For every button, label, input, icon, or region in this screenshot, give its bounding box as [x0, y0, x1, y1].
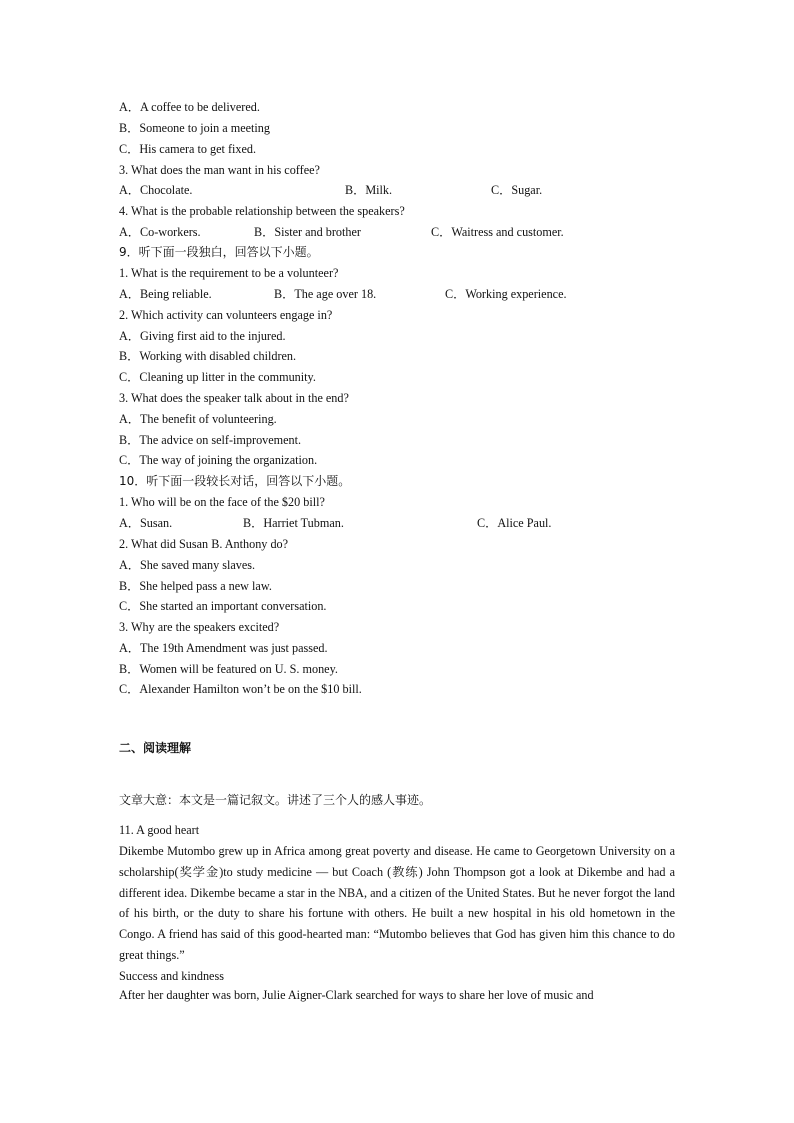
option-c: C．Waitress and customer.	[431, 225, 564, 239]
question-line: 4. What is the probable relationship between the speakers?	[119, 204, 405, 218]
option-line: B．The advice on self-improvement.	[119, 433, 302, 447]
question-line: 1. What is the requirement to be a volunteer?	[119, 266, 339, 280]
question-line: 3. What does the man want in his coffee?	[119, 163, 320, 177]
question-line: 3. What does the speaker talk about in the end?	[119, 391, 349, 405]
option-line: A．The 19th Amendment was just passed.	[119, 641, 328, 655]
option-line: C．She started an important conversation.	[119, 599, 327, 613]
passage-paragraph: Dikembe Mutombo grew up in Africa among great poverty and disease. He came to Georgetown University on a scholarship(奖学金)to study medicine — but Coach (教练) John Thompson got a look at Dikembe and had a different idea. Dikembe became a star in the NBA, and a citizen of the United States. But he never forgot the land of his birth, or the duty to share his fortune with others. He built a new hospital in his old hometown in the Congo. A friend has said of this good-hearted man: “Mutombo believes that God has given him this chance to do great things.”	[119, 844, 675, 962]
option-line: C．Alexander Hamilton won’t be on the $10 bill.	[119, 682, 362, 696]
option-a: A．Co-workers.	[119, 225, 201, 239]
options-row	[119, 286, 567, 302]
option-c: C．Sugar.	[491, 183, 543, 197]
option-b: B．Harriet Tubman.	[243, 516, 344, 530]
section-instruction: 10．听下面一段较长对话，回答以下小题。	[119, 474, 351, 488]
option-a: A．Chocolate.	[119, 183, 193, 197]
option-a: A．Being reliable.	[119, 287, 212, 301]
option-b: B．Sister and brother	[254, 225, 361, 239]
option-line: B．Working with disabled children.	[119, 349, 297, 363]
article-summary: 文章大意：本文是一篇记叙文。讲述了三个人的感人事迹。	[119, 793, 432, 807]
section-heading: 二、阅读理解	[119, 741, 192, 755]
passage-title: 11. A good heart	[119, 823, 200, 837]
option-line: A．Giving first aid to the injured.	[119, 329, 286, 343]
question-line: 1. Who will be on the face of the $20 bill?	[119, 495, 325, 509]
option-b: B．Milk.	[345, 183, 393, 197]
passage-paragraph: After her daughter was born, Julie Aigner-Clark searched for ways to share her love of music and	[119, 988, 594, 1002]
option-line: B．Women will be featured on U. S. money.	[119, 662, 338, 676]
option-c: C．Alice Paul.	[477, 516, 552, 530]
question-line: 2. Which activity can volunteers engage in?	[119, 308, 333, 322]
question-line: 2. What did Susan B. Anthony do?	[119, 537, 289, 551]
passage-subtitle: Success and kindness	[119, 969, 224, 983]
options-row	[119, 182, 542, 198]
option-line: C．The way of joining the organization.	[119, 453, 318, 467]
question-line: 3. Why are the speakers excited?	[119, 620, 280, 634]
option-line: A．A coffee to be delivered.	[119, 100, 260, 114]
option-line: C．Cleaning up litter in the community.	[119, 370, 316, 384]
option-a: A．Susan.	[119, 516, 173, 530]
options-row	[119, 515, 551, 531]
section-instruction: 9．听下面一段独白，回答以下小题。	[119, 245, 319, 259]
option-line: C．His camera to get fixed.	[119, 142, 257, 156]
option-line: B．She helped pass a new law.	[119, 579, 272, 593]
option-line: A．The benefit of volunteering.	[119, 412, 277, 426]
option-line: B．Someone to join a meeting	[119, 121, 270, 135]
option-line: A．She saved many slaves.	[119, 558, 256, 572]
option-b: B．The age over 18.	[274, 287, 377, 301]
option-c: C．Working experience.	[445, 287, 567, 301]
options-row	[119, 224, 564, 240]
